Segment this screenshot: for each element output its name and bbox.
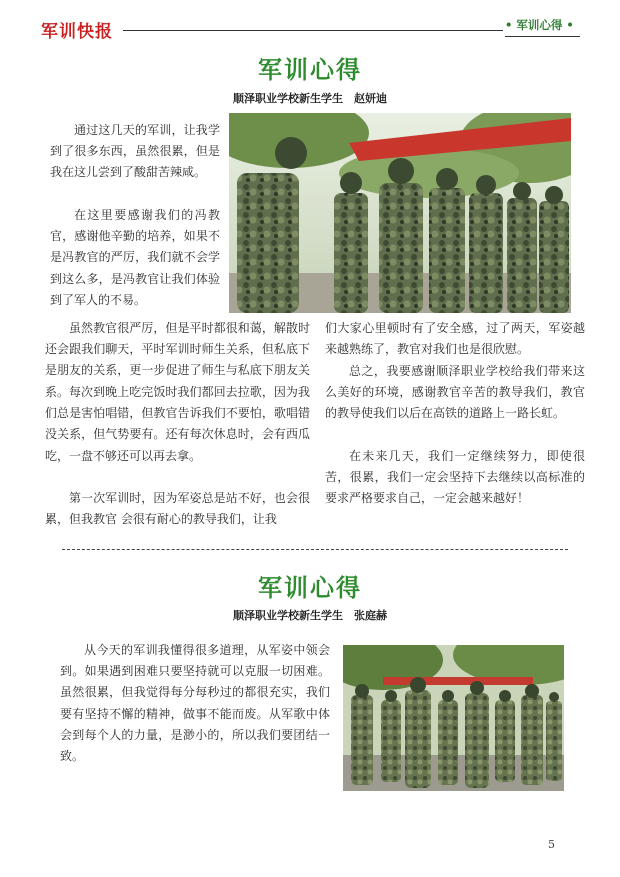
article-2-byline: 顺泽职业学校新生学生 张庭赫	[233, 609, 387, 622]
masthead	[0, 0, 620, 50]
section-divider	[62, 549, 568, 550]
article-1-paragraph: 虽然教官很严厉，但是平时都很和蔼，解散时还会跟我们聊天，平时军训时师生关系，但私底下是朋友的关系，更一步促进了师生与私底下朋友关系。	[45, 321, 310, 399]
article-1-paragraph: 在这里要感谢我们的冯教官，感谢他辛勤的培养，如果不是冯教官的严厉，我们就不会学到这么多，是冯教官让我们体验到了军人的不易。	[50, 208, 220, 307]
article-1-paragraph: 们大家心里顿时有了安全感，过了两天，军姿越来越熟练了，教官对我们也是很欣慰。	[325, 321, 585, 357]
article-1-title: 军训心得	[258, 56, 362, 84]
article-1-paragraph: 总之，我要感谢顺泽职业学校给我们带来这么美好的环境，感谢教官辛苦的教导我们，教官的教导使我们以后在高铁的道路上一路长虹。	[325, 364, 585, 421]
article-1-paragraph: 第一次军训时，因为军姿总是站不好，也会很累，但我教官 会很有耐心的教导我们，让我	[45, 491, 310, 527]
military-formation-photo	[343, 645, 564, 791]
article-1-paragraph: 通过这几天的军训，让我学到了很多东西，虽然很累，但是我在这儿尝到了酸甜苦辣咸。	[50, 123, 220, 180]
military-training-photo	[229, 113, 571, 313]
section-tag-rule	[505, 36, 580, 37]
page-number: 5	[548, 838, 555, 851]
article-2-title: 军训心得	[258, 574, 362, 602]
article-2-paragraph: 从今天的军训我懂得很多道理，从军姿中领会到。如果遇到困难只要坚持就可以克服一切困难。虽然很累，但我觉得每分每秒过的都很充实，我们要有坚持不懈的精神，做事不能而废。从军歌中体会到每个人的力量，是渺小的，所以我们要团结一致。	[60, 643, 330, 764]
article-1-paragraph: 每次到晚上吃完饭时我们都回去拉歌，因为我们总是害怕唱错，但教官告诉我们不要怕，歌唱错没关系，但气势要有。还有每次休息时，会有西瓜吃，一盘不够还可以再去拿。	[45, 385, 310, 463]
section-tag: • 军训心得 •	[505, 18, 574, 32]
masthead-rule	[123, 30, 503, 31]
article-1-paragraph: 在未来几天，我们一定继续努力，即使很苦，很累，我们一定会坚持下去继续以高标准的要求严格要求自己，一定会越来越好！	[325, 449, 585, 506]
article-1-byline: 顺泽职业学校新生学生 赵妍迪	[233, 92, 387, 105]
newsletter-title: 军训快报	[41, 22, 113, 42]
